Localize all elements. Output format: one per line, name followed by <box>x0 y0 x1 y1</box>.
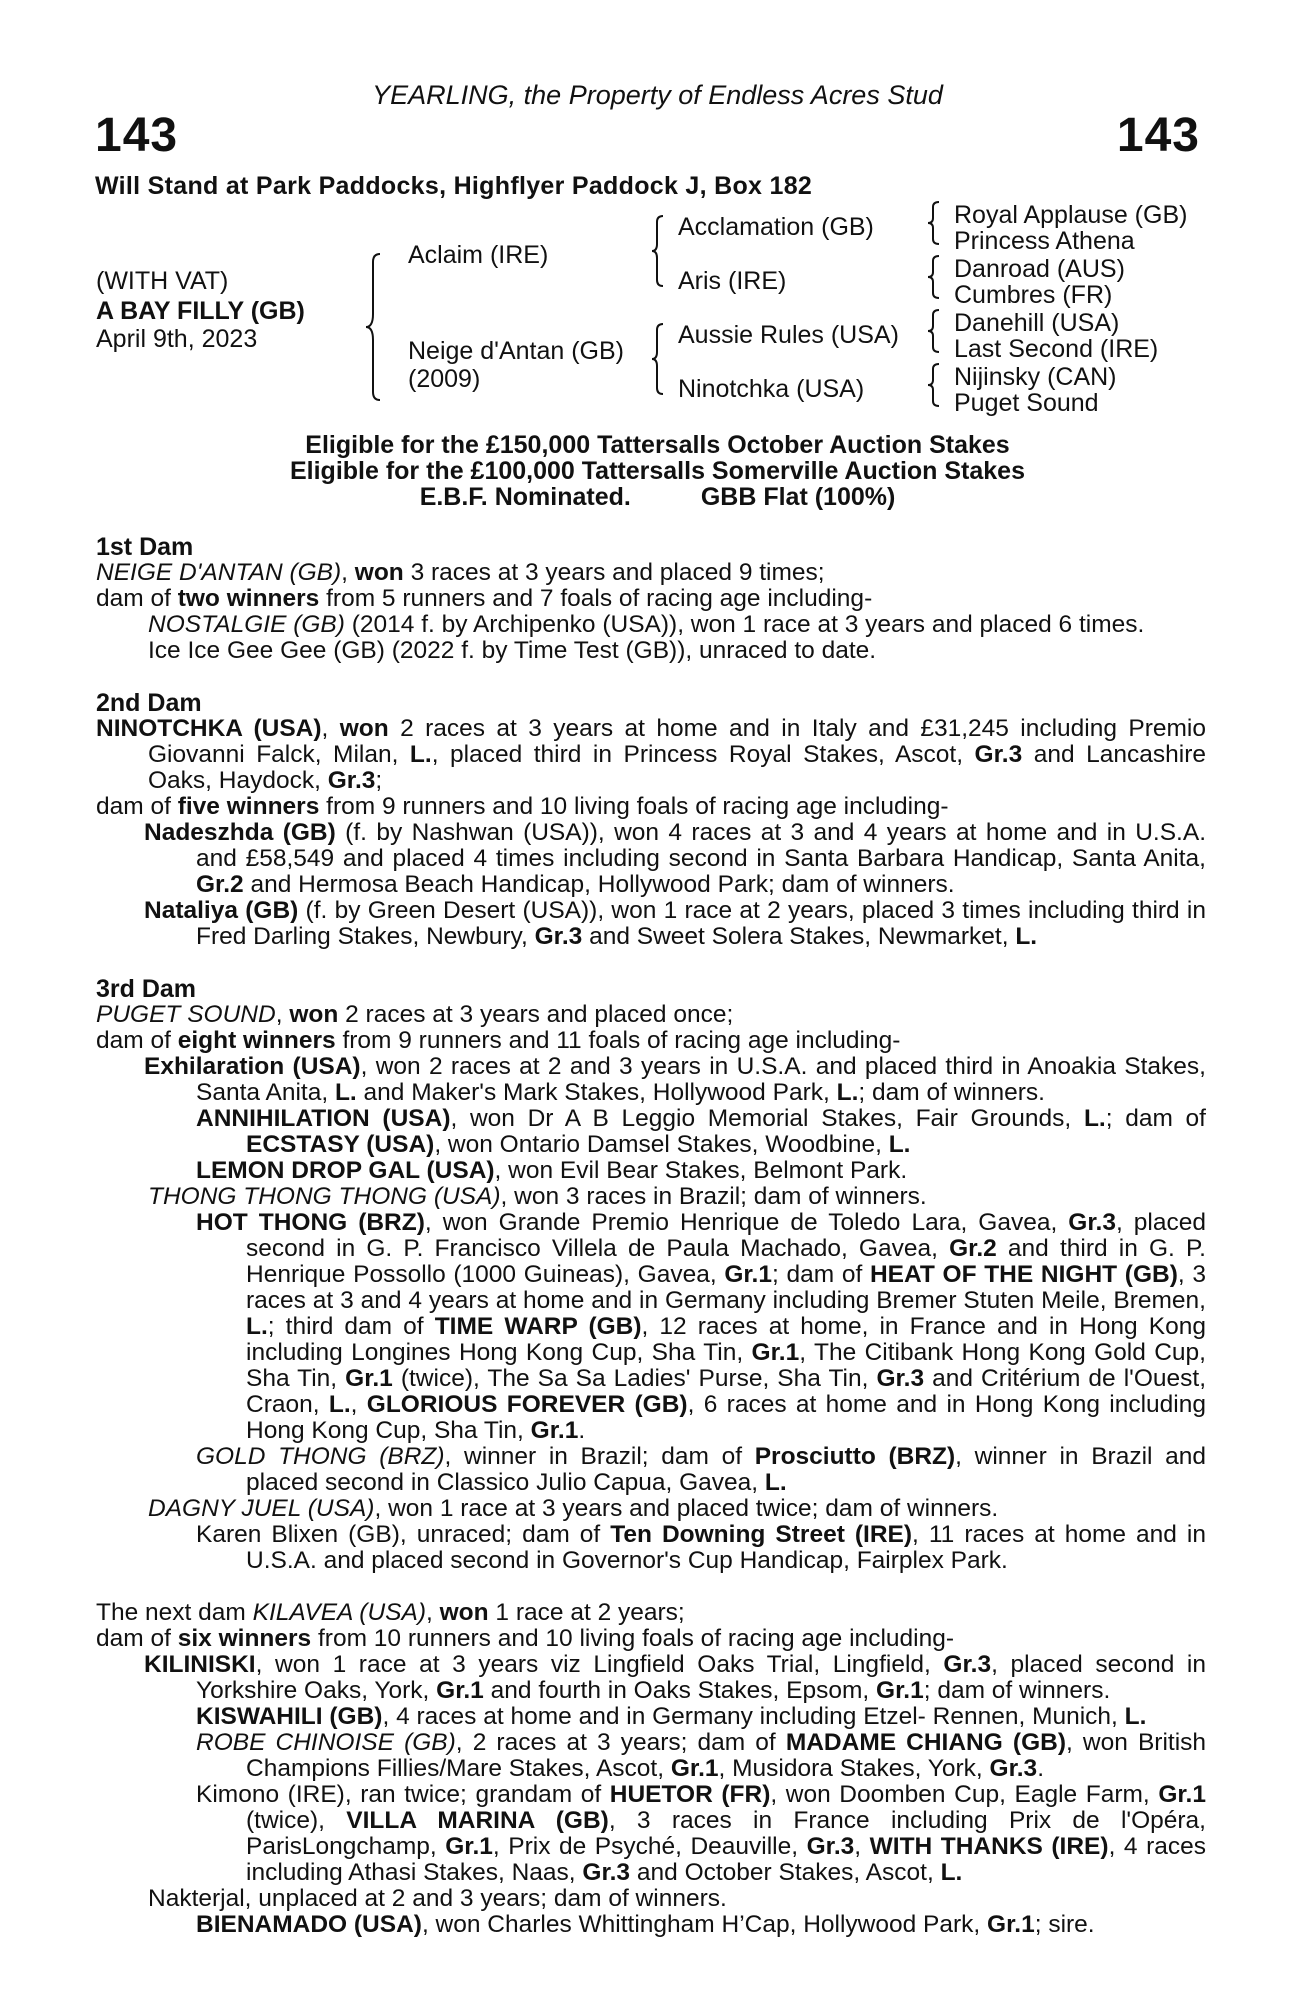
produce-kiswahili: KISWAHILI (GB), 4 races at home and in Germany including Etzel- Rennen, Munich, L. <box>196 1703 1147 1730</box>
third-dam-produce: dam of eight winners from 9 runners and 11 foals of racing age including- <box>96 1027 901 1054</box>
first-dam-entry: NEIGE D'ANTAN (GB), won 3 races at 3 years and placed 9 times; <box>96 559 825 586</box>
second-dam-produce: dam of five winners from 9 runners and 10 living foals of racing age including- <box>96 793 949 820</box>
pedigree-brace-g3 <box>926 308 942 354</box>
second-dam-entry: NINOTCHKA (USA), won 2 races at 3 years at home and in Italy and £31,245 including Premio Giovanni Falck, Milan, L., placed third in Princess Royal Stakes, Ascot, Gr.3 and Lancashire Oaks, Haydock, Gr.3; <box>96 715 1206 794</box>
produce-nakterjal: Nakterjal, unplaced at 2 and 3 years; dam of winners. <box>148 1885 727 1912</box>
pedigree-notes <box>96 534 1206 1938</box>
produce-gold-thong: GOLD THONG (BRZ), winner in Brazil; dam of Prosciutto (BRZ), winner in Brazil and placed second in Classico Julio Capua, Gavea, L. <box>196 1443 1206 1496</box>
pedigree-brace-main <box>364 252 384 402</box>
produce-robe-chinoise: ROBE CHINOISE (GB), 2 races at 3 years; dam of MADAME CHIANG (GB), won British Champions Fillies/Mare Stakes, Ascot, Gr.1, Musidora Stakes, York, Gr.3. <box>196 1729 1207 1782</box>
produce-dagny-juel: DAGNY JUEL (USA), won 1 race at 3 years and placed twice; dam of winners. <box>148 1495 999 1522</box>
next-dam-produce: dam of six winners from 10 runners and 10 living foals of racing age including- <box>96 1625 954 1652</box>
foaling-date: April 9th, 2023 <box>96 325 258 353</box>
third-dam-entry: PUGET SOUND, won 2 races at 3 years and placed once; <box>96 1001 734 1028</box>
produce-exhilaration: Exhilaration (USA), won 2 races at 2 and 3 years in U.S.A. and placed third in Anoakia Stakes, Santa Anita, L. and Maker's Mark Stakes, Hollywood Park, L.; dam of winners. <box>144 1053 1206 1106</box>
next-dam-entry: The next dam KILAVEA (USA), won 1 race at 2 years; <box>96 1599 685 1626</box>
ancestor-8: Puget Sound <box>954 389 1099 417</box>
pedigree-brace-g4 <box>926 362 942 408</box>
vat-note: (WITH VAT) <box>96 267 229 295</box>
dam: Neige d'Antan (GB) <box>408 337 624 365</box>
sire-dam: Aris (IRE) <box>678 267 787 295</box>
produce-lemon-drop-gal: LEMON DROP GAL (USA), won Evil Bear Stakes, Belmont Park. <box>196 1157 908 1184</box>
gbb-flat: GBB Flat (100%) <box>700 483 896 511</box>
produce-karen-blixen: Karen Blixen (GB), unraced; dam of Ten Downing Street (IRE), 11 races at home and in U.S.A. and placed second in Governor's Cup Handicap, Fairplex Park. <box>196 1521 1206 1574</box>
ancestor-1: Royal Applause (GB) <box>954 201 1188 229</box>
pedigree-brace-g1 <box>926 200 942 246</box>
produce-hot-thong: HOT THONG (BRZ), won Grande Premio Henrique de Toledo Lara, Gavea, Gr.3, placed second in G. P. Francisco Villela de Paula Machado, Gavea, Gr.2 and third in G. P. Henrique Possollo (1000 Guineas), Gavea, Gr.1; dam of HEAT OF THE NIGHT (GB), 3 races at 3 and 4 years at home and in Germany including Bremer Stuten Meile, Bremen, L.; third dam of TIME WARP (GB), 12 races at home, in France and in Hong Kong including Longines Hong Kong Cup, Sha Tin, Gr.1, The Citibank Hong Kong Gold Cup, Sha Tin, Gr.1 (twice), The Sa Sa Ladies' Purse, Sha Tin, Gr.3 and Critérium de l'Ouest, Craon, L., GLORIOUS FOREVER (GB), 6 races at home and in Hong Kong including Hong Kong Cup, Sha Tin, Gr.1. <box>196 1209 1206 1444</box>
section-heading-3rd-dam: 3rd Dam <box>96 975 197 1003</box>
eligibility-october: Eligible for the £150,000 Tattersalls October Auction Stakes <box>305 431 1010 459</box>
ancestor-3: Danroad (AUS) <box>954 255 1125 283</box>
ancestor-7: Nijinsky (CAN) <box>954 363 1117 391</box>
eligibility-somerville: Eligible for the £100,000 Tattersalls Somerville Auction Stakes <box>289 457 1025 485</box>
ancestor-2: Princess Athena <box>954 227 1135 255</box>
section-heading-1st-dam: 1st Dam <box>96 533 194 561</box>
horse-name: A BAY FILLY (GB) <box>96 297 305 325</box>
produce-nataliya: Nataliya (GB) (f. by Green Desert (USA)), won 1 race at 2 years, placed 3 times including third in Fred Darling Stakes, Newbury, Gr.3 and Sweet Solera Stakes, Newmarket, L. <box>144 897 1207 950</box>
stand-location: Will Stand at Park Paddocks, Highflyer Paddock J, Box 182 <box>95 172 813 200</box>
dam-dam: Ninotchka (USA) <box>678 375 865 403</box>
pedigree-brace-dam <box>650 322 666 396</box>
produce-nadeszhda: Nadeszhda (GB) (f. by Nashwan (USA)), won 4 races at 3 and 4 years at home and in U.S.A. and £58,549 and placed 4 times including second in Santa Barbara Handicap, Santa Anita, Gr.2 and Hermosa Beach Handicap, Hollywood Park; dam of winners. <box>144 819 1207 898</box>
section-heading-2nd-dam: 2nd Dam <box>96 689 202 717</box>
first-dam-produce: dam of two winners from 5 runners and 7 foals of racing age including- <box>96 585 873 612</box>
ebf-nominated: E.B.F. Nominated. <box>419 483 631 511</box>
produce-bienamado: BIENAMADO (USA), won Charles Whittingham H’Cap, Hollywood Park, Gr.1; sire. <box>196 1911 1095 1938</box>
lot-number-right: 143 <box>1116 109 1200 162</box>
produce-thong-thong-thong: THONG THONG THONG (USA), won 3 races in Brazil; dam of winners. <box>148 1183 927 1210</box>
produce-nostalgie: NOSTALGIE (GB) (2014 f. by Archipenko (USA)), won 1 race at 3 years and placed 6 times. <box>148 611 1145 638</box>
dam-year: (2009) <box>408 365 481 393</box>
pedigree-brace-sire <box>650 214 666 288</box>
sire-sire: Acclamation (GB) <box>678 213 874 241</box>
ancestor-5: Danehill (USA) <box>954 309 1120 337</box>
produce-ice-ice-gee-gee: Ice Ice Gee Gee (GB) (2022 f. by Time Test (GB)), unraced to date. <box>148 637 877 664</box>
sire: Aclaim (IRE) <box>408 241 549 269</box>
produce-kiliniski: KILINISKI, won 1 race at 3 years viz Lingfield Oaks Trial, Lingfield, Gr.3, placed second in Yorkshire Oaks, York, Gr.1 and fourth in Oaks Stakes, Epsom, Gr.1; dam of winners. <box>144 1651 1206 1704</box>
ancestor-6: Last Second (IRE) <box>954 335 1159 363</box>
ancestor-4: Cumbres (FR) <box>954 281 1113 309</box>
lot-number-left: 143 <box>95 109 179 162</box>
produce-annihilation: ANNIHILATION (USA), won Dr A B Leggio Memorial Stakes, Fair Grounds, L.; dam of ECSTASY (USA), won Ontario Damsel Stakes, Woodbine, L. <box>196 1105 1206 1158</box>
pedigree-brace-g2 <box>926 254 942 300</box>
produce-kimono: Kimono (IRE), ran twice; grandam of HUETOR (FR), won Doomben Cup, Eagle Farm, Gr.1 (twice), VILLA MARINA (GB), 3 races in France including Prix de l'Opéra, ParisLongchamp, Gr.1, Prix de Psyché, Deauville, Gr.3, WITH THANKS (IRE), 4 races including Athasi Stakes, Naas, Gr.3 and October Stakes, Ascot, L. <box>196 1781 1206 1886</box>
dam-sire: Aussie Rules (USA) <box>678 321 899 349</box>
eligibility-nominations <box>0 484 1315 510</box>
page-subtitle: YEARLING, the Property of Endless Acres Stud <box>372 80 943 110</box>
